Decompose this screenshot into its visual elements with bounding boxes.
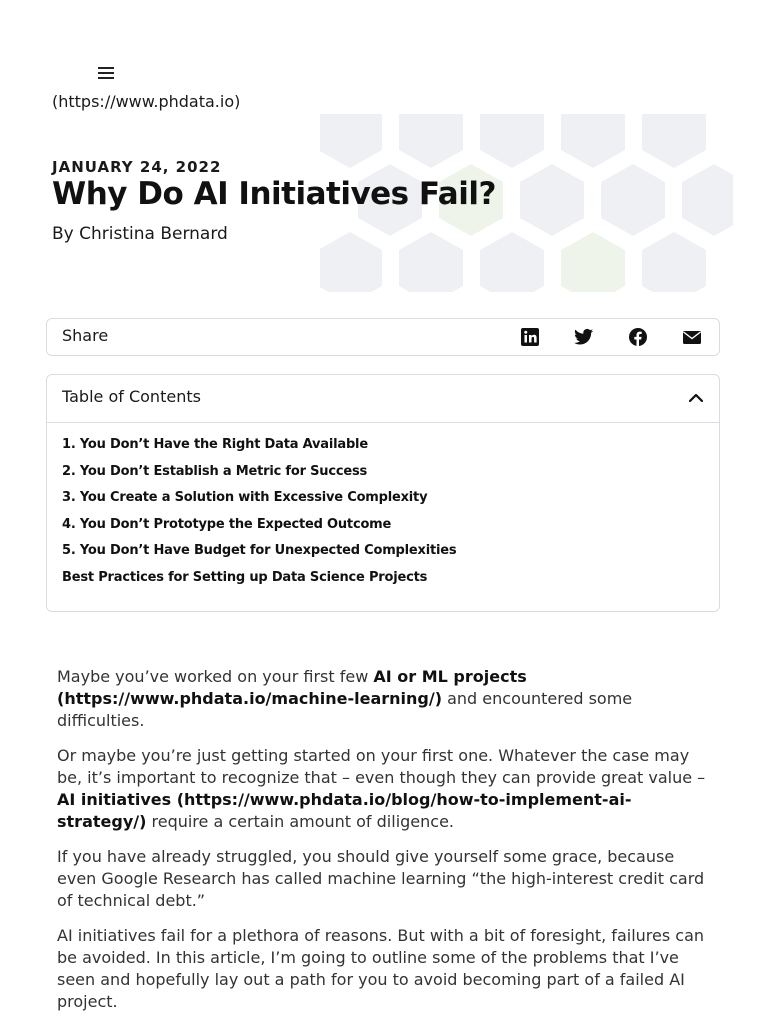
- toc-item[interactable]: [62, 570, 719, 597]
- toc-title: Table of Contents: [62, 387, 201, 406]
- home-link[interactable]: (https://www.phdata.io): [52, 92, 241, 111]
- linkedin-icon[interactable]: [520, 327, 540, 347]
- paragraph-3: If you have already struggled, you should give yourself some grace, because even Google Research has called machine learning “the high-interest credit card of technical debt.”: [57, 847, 705, 910]
- toc-item[interactable]: [62, 543, 719, 570]
- toc-link-2[interactable]: 2. You Don’t Establish a Metric for Success: [62, 463, 368, 479]
- ai-initiatives-link[interactable]: AI initiatives (https://www.phdata.io/blog/how-to-implement-ai-strategy/): [57, 790, 632, 831]
- hamburger-menu-icon[interactable]: [96, 64, 116, 84]
- page-title: Why Do AI Initiatives Fail?: [52, 176, 496, 212]
- article-body: [57, 666, 717, 1026]
- share-bar: [46, 318, 720, 356]
- paragraph-4: AI initiatives fail for a plethora of reasons. But with a bit of foresight, failures can be avoided. In this article, I’m going to outline some of the problems that I’ve seen and hopefully lay out a path for you to avoid becoming part of a failed AI project.: [57, 926, 705, 1011]
- toc-item[interactable]: [62, 490, 719, 517]
- toc-link-4[interactable]: 4. You Don’t Prototype the Expected Outcome: [62, 516, 392, 532]
- toc-header[interactable]: [47, 375, 719, 423]
- chevron-up-icon[interactable]: [687, 389, 705, 407]
- toc-item[interactable]: [62, 464, 719, 491]
- toc-link-1[interactable]: 1. You Don’t Have the Right Data Available: [62, 437, 368, 452]
- post-author: By Christina Bernard: [52, 224, 228, 244]
- toc-link-5[interactable]: 5. You Don’t Have Budget for Unexpected Complexities: [62, 543, 457, 558]
- paragraph-2: Or maybe you’re just getting started on your first one. Whatever the case may be, it’s important to recognize that – even though they can provide great value – AI initiatives (https://www.phdata.io/blog/how-to-implement-ai-strategy/) require a certain amount of diligence.: [57, 746, 706, 831]
- toc-link-best-practices[interactable]: Best Practices for Setting up Data Science Projects: [62, 569, 428, 585]
- twitter-icon[interactable]: [574, 327, 594, 347]
- paragraph-1: Maybe you’ve worked on your first few AI or ML projects (https://www.phdata.io/machine-learning/) and encountered some difficulties.: [57, 667, 633, 730]
- toc-link-3[interactable]: 3. You Create a Solution with Excessive Complexity: [62, 490, 428, 505]
- toc-item[interactable]: [62, 517, 719, 544]
- table-of-contents: [46, 374, 720, 612]
- toc-list: [47, 423, 719, 596]
- email-icon[interactable]: [682, 327, 702, 347]
- toc-item[interactable]: [62, 437, 719, 464]
- share-label: Share: [62, 326, 109, 345]
- post-date: JANUARY 24, 2022: [52, 158, 222, 176]
- facebook-icon[interactable]: [628, 327, 648, 347]
- ai-ml-projects-link[interactable]: AI or ML projects (https://www.phdata.io/machine-learning/): [57, 667, 527, 708]
